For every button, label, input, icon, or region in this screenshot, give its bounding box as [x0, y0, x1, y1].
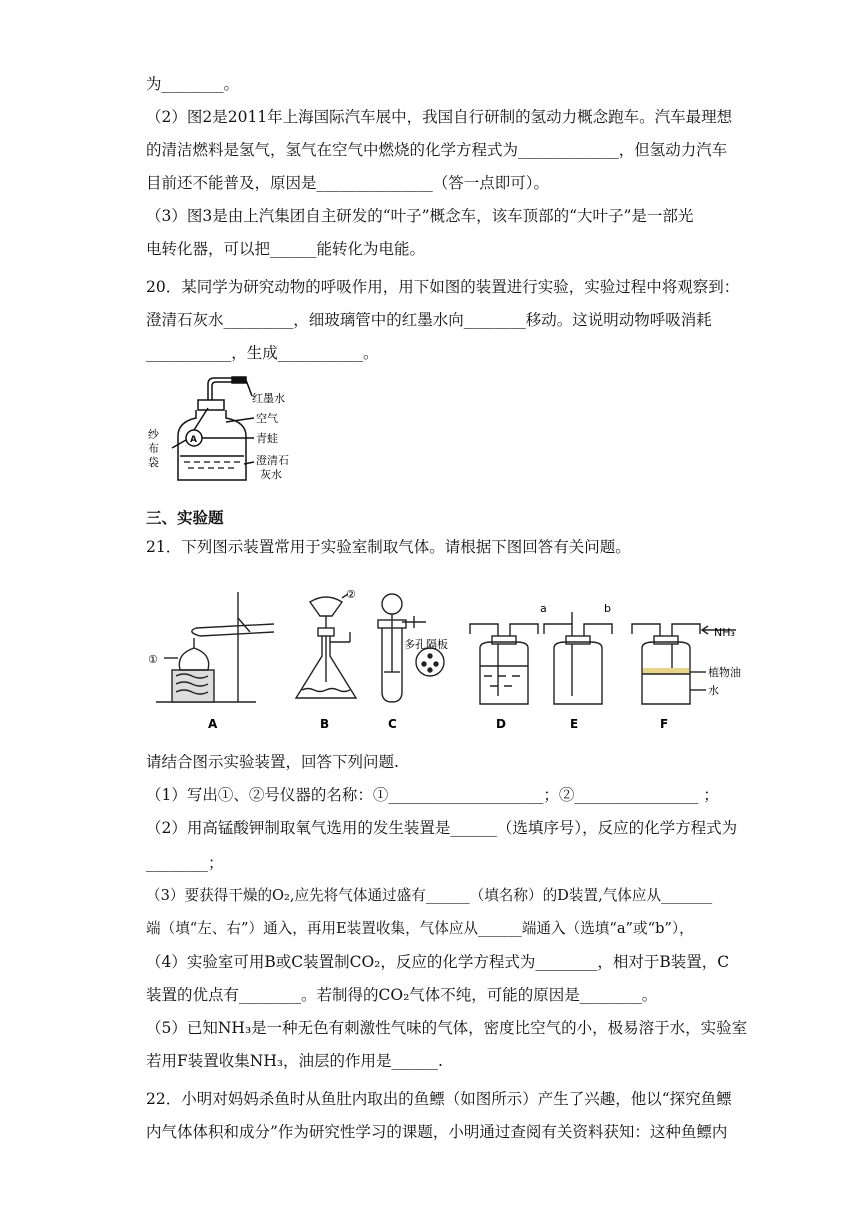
label-B: B — [320, 717, 330, 731]
text-line: （3）图3是由上汽集团自主研发的“叶子”概念车，该车顶部的“大叶子”是一部光 — [146, 207, 694, 225]
label-water: 水 — [708, 684, 719, 697]
question-22: 22．小明对妈妈杀鱼时从鱼肚内取出的鱼鳔（如图所示）产生了兴趣，他以“探究鱼鳔 — [146, 1090, 732, 1108]
label-port-a: a — [540, 602, 547, 615]
label-C: C — [388, 717, 397, 731]
text-line: （5）已知NH₃是一种无色有刺激性气味的气体，密度比空气的小，极易溶于水，实验室 — [146, 1019, 748, 1037]
text-line: 端（填“左、右”）通入，再用E装置收集，气体应从______端通入（选填“a”或“b”）， — [146, 920, 694, 937]
text-line: （2）图2是2011年上海国际汽车展中，我国自行研制的氢动力概念跑车。汽车最理想 — [146, 108, 733, 126]
apparatus-figure — [146, 572, 750, 734]
label-mark-1: ① — [148, 653, 158, 666]
label-F: F — [660, 717, 669, 731]
text-line: （1）写出①、②号仪器的名称：①____________________；②________________ ； — [146, 786, 719, 804]
label-mark-2: ② — [346, 588, 356, 601]
text-line: 的清洁燃料是氢气，氢气在空气中燃烧的化学方程式为_____________，但氢动力汽车 — [146, 141, 728, 159]
text-line: （2）用高锰酸钾制取氧气选用的发生装置是______（选填序号），反应的化学方程式为 — [146, 819, 738, 837]
text-line: 澄清石灰水_________，细玻璃管中的红墨水向________移动。这说明动物呼吸消耗 — [146, 311, 712, 329]
label-gauze-bag-1: 纱 — [148, 428, 159, 441]
text-line: 装置的优点有________。若制得的CO₂气体不纯，可能的原因是________。 — [146, 986, 658, 1004]
label-porous-plate: 多孔隔板 — [404, 638, 448, 651]
svg-text:A: A — [190, 435, 197, 445]
text-line: 若用F装置收集NH₃，油层的作用是______. — [146, 1052, 443, 1070]
label-gauze-bag-3: 袋 — [148, 456, 159, 469]
frog-respiration-figure — [146, 372, 296, 488]
text-line: （3）要获得干燥的O₂,应先将气体通过盛有______（填名称）的D装置,气体应从_______ — [146, 887, 713, 904]
section-heading: 三、实验题 — [146, 509, 224, 527]
label-red-ink: 红墨水 — [252, 392, 285, 405]
text-line: 请结合图示实验装置，回答下列问题. — [146, 753, 399, 771]
label-vegetable-oil: 植物油 — [708, 666, 741, 679]
label-frog: 青蛙 — [256, 432, 278, 445]
label-lime-water-2: 灰水 — [260, 468, 282, 481]
label-D: D — [496, 717, 506, 731]
label-air: 空气 — [256, 412, 278, 425]
text-line: ________； — [146, 854, 224, 872]
text-line: （4）实验室可用B或C装置制CO₂，反应的化学方程式为________，相对于B装置，C — [146, 953, 730, 971]
label-E: E — [570, 717, 579, 731]
question-21: 21．下列图示装置常用于实验室制取气体。请根据下图回答有关问题。 — [146, 538, 631, 556]
question-20: 20．某同学为研究动物的呼吸作用，用下如图的装置进行实验，实验过程中将观察到： — [146, 278, 740, 296]
label-lime-water-1: 澄清石 — [256, 454, 289, 467]
text-line: ___________，生成___________。 — [146, 344, 379, 362]
label-gauze-bag-2: 布 — [148, 442, 159, 455]
label-port-b: b — [604, 602, 611, 615]
text-line: 为________。 — [146, 75, 240, 93]
text-line: 目前还不能普及，原因是_______________（答一点即可）。 — [146, 174, 550, 192]
label-A: A — [208, 717, 218, 731]
label-nh3: NH₃ — [714, 626, 735, 639]
text-line: 内气体体积和成分”作为研究性学习的课题，小明通过查阅有关资料获知：这种鱼鳔内 — [146, 1123, 728, 1141]
text-line: 电转化器，可以把______能转化为电能。 — [146, 240, 426, 258]
